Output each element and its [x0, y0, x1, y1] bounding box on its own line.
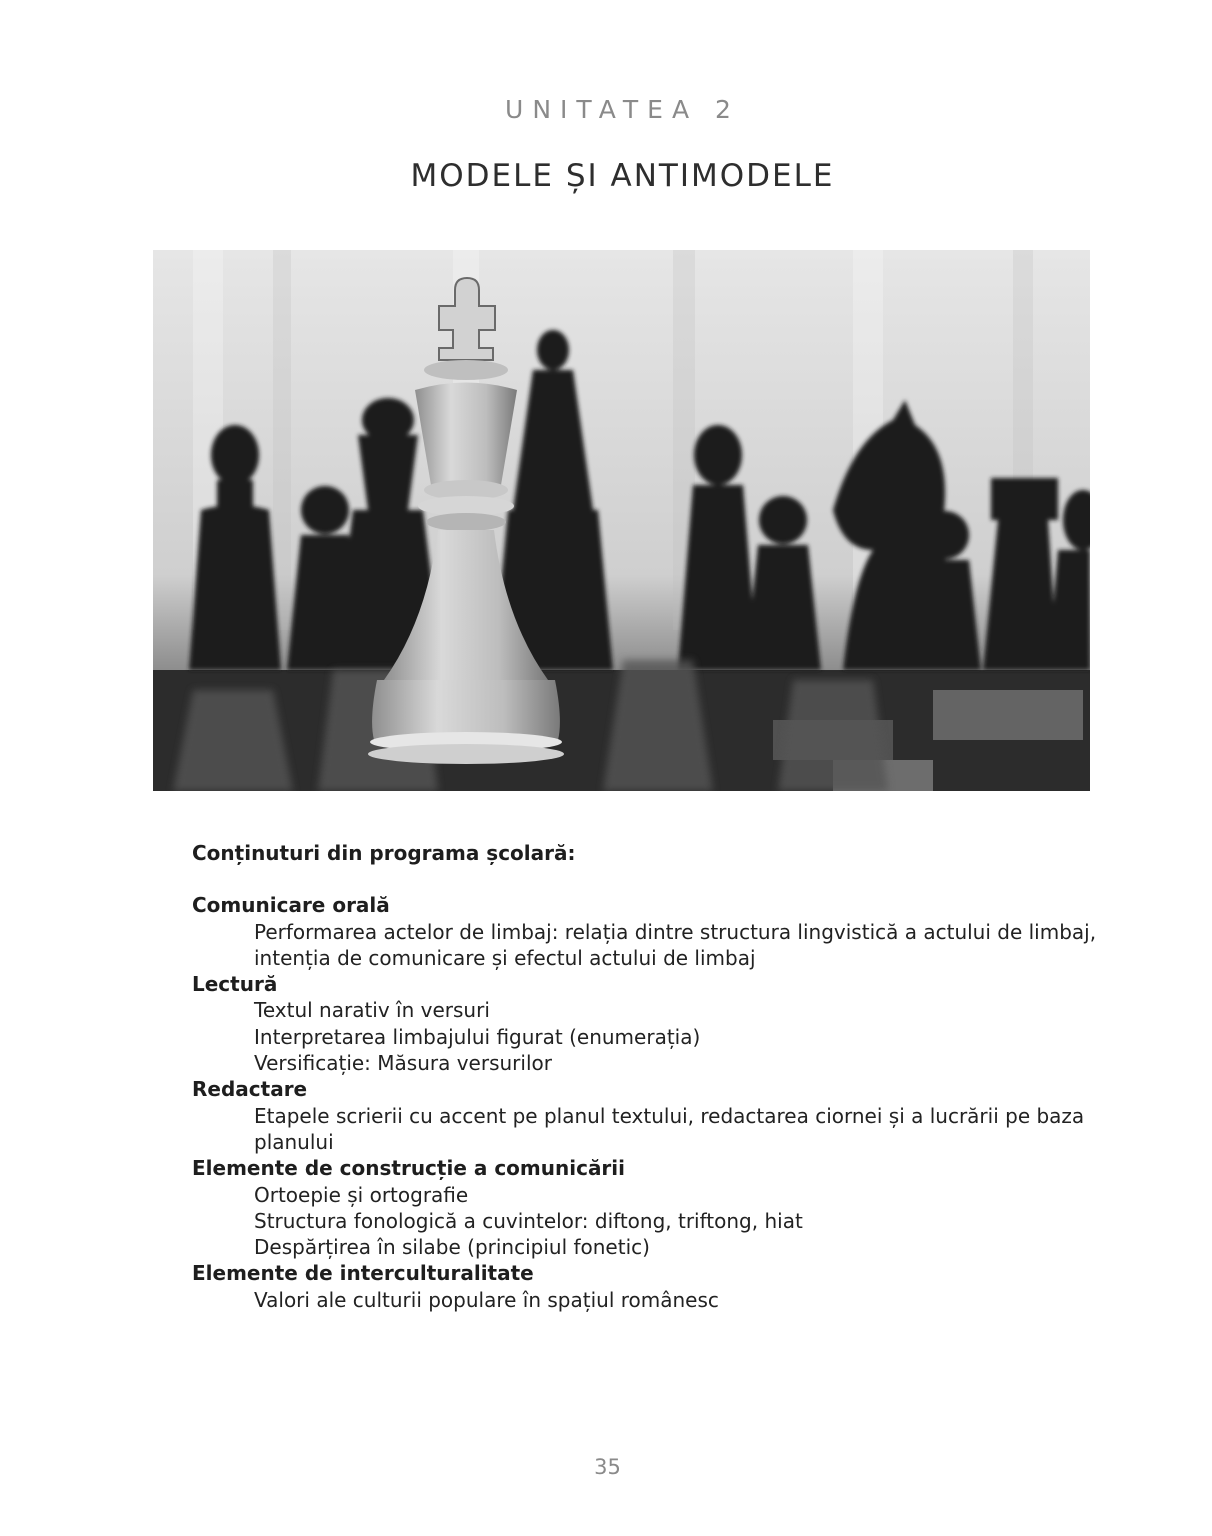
- section-item: Textul narativ în versuri: [254, 998, 490, 1023]
- section-item: Valori ale culturii populare în spațiul românesc: [254, 1287, 719, 1312]
- page-title: MODELE ȘI ANTIMODELE: [410, 158, 835, 194]
- section-heading: Lectură: [192, 972, 278, 997]
- section-item: Etapele scrierii cu accent pe planul textului, redactarea ciornei și a lucrării pe baza planului: [254, 1103, 1085, 1154]
- page-number: 35: [594, 1455, 621, 1479]
- section-heading: Redactare: [192, 1077, 308, 1102]
- section-interculturalitate: [192, 1260, 1112, 1313]
- section-item: Ortoepie și ortografie: [254, 1182, 469, 1207]
- section-elemente-constructie: [192, 1155, 1112, 1260]
- section-item: Despărțirea în silabe (principiul fonetic): [254, 1235, 650, 1260]
- unit-label: UNITATEA 2: [505, 95, 740, 124]
- section-heading: Elemente de interculturalitate: [192, 1261, 534, 1286]
- section-lectura: [192, 971, 1112, 1076]
- section-heading: Elemente de construcție a comunicării: [192, 1156, 626, 1181]
- section-comunicare-orala: [192, 892, 1112, 971]
- section-item: Structura fonologică a cuvintelor: diftong, triftong, hiat: [254, 1208, 803, 1233]
- section-item: Performarea actelor de limbaj: relația dintre structura lingvistică a actului de limbaj, intenția de comunicare și efectul actului de limbaj: [254, 919, 1097, 970]
- section-item: Interpretarea limbajului figurat (enumerația): [254, 1024, 701, 1049]
- curriculum-content: [192, 840, 1112, 1313]
- curriculum-intro: Conținuturi din programa școlară:: [192, 841, 576, 865]
- section-heading: Comunicare orală: [192, 893, 390, 918]
- section-redactare: [192, 1076, 1112, 1155]
- section-item: Versificație: Măsura versurilor: [254, 1051, 552, 1076]
- chess-photo: [153, 250, 1090, 791]
